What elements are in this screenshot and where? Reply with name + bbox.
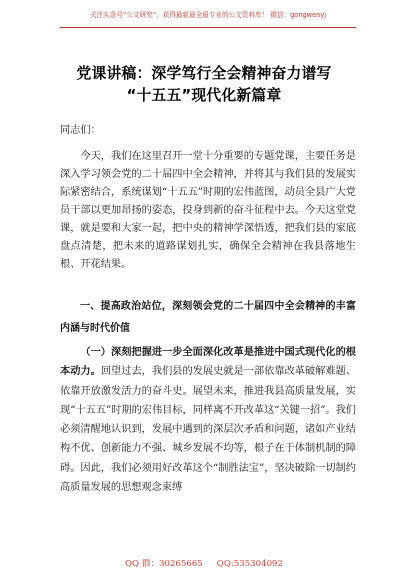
subsection-body: 回望过去，我们县的发展史就是一部依靠改革破解难题、依靠开放激发活力的奋斗史。展望未来，推进我县高质量发展，实现“十五五”时期的宏伟目标，同样离不开改革这“关键一招”。我们必须清醒地认识到，发展中遇到的深层次矛盾和问题，诸如产业结构不优、创新能力不强、城乡发展不均等，根子在于体制机制的障碍。因此，我们必须用好改革这个“制胜法宝”，坚决破除一切制约高质量发展的思想观念束缚 (60, 366, 357, 494)
paragraph-intro: 今天，我们在这里召开一堂十分重要的专题党课，主要任务是深入学习领会党的二十届四中全会精神，并将其与我们县的发展实际紧密结合，系统谋划“十五五”时期的宏伟蓝图，动员全县广大党员干部以更加昂扬的姿态，投身到新的奋斗征程中去。今天这堂党课，就是要和大家一起，把中央的精神学深悟透，把我们县的家底盘点清楚，把未来的道路谋划扎实，确保全会精神在我县落地生根、开花结果。 (60, 151, 356, 270)
footer-qq: QQ:535304092 (216, 559, 283, 569)
footer-qq-group: QQ 群：30265665 (125, 559, 203, 569)
subsection-lead: （一）深刻把握进一步全面深化改革是推进中国式现代化的根本动力。 (60, 347, 356, 378)
page-header-promo: 关注头条号“公文研究”，获得最新最全最专业的公文资料库！ 微信：gongwenyj (89, 11, 327, 19)
section-heading-1: 一、提高政治站位，深刻领会党的二十届四中全会精神的丰富内涵与时代价值 (60, 301, 356, 334)
page-footer (0, 557, 408, 569)
header-divider (60, 27, 356, 28)
paragraph-subsection-1 (60, 343, 356, 497)
salutation: 同志们： (60, 125, 101, 136)
document-title-line-2: “十五五”现代化新篇章 (126, 87, 282, 104)
document-title-line-1: 党课讲稿：深学笃行全会精神奋力谱写 (76, 65, 332, 82)
